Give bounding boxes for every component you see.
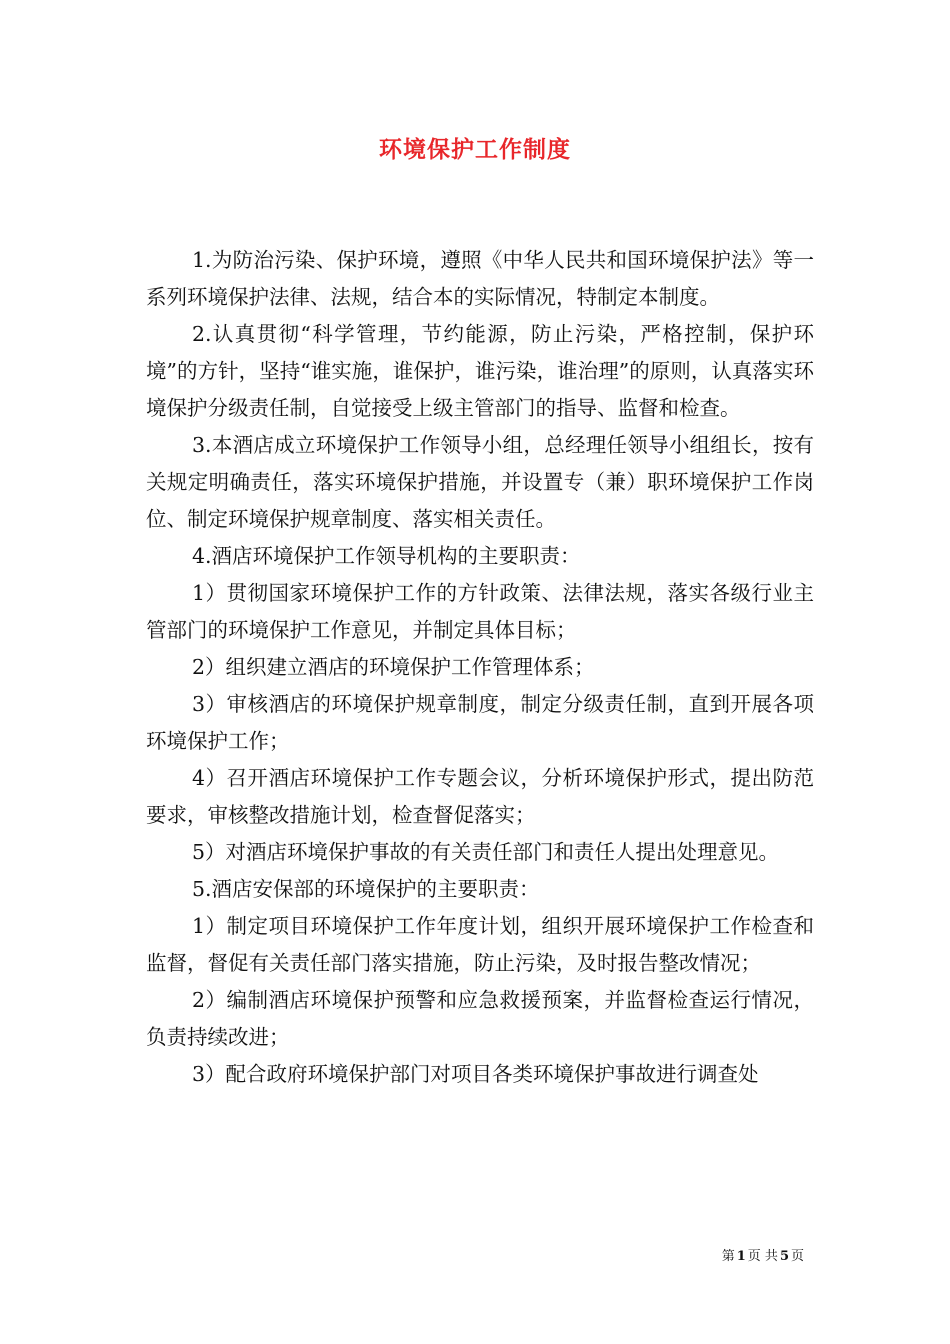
- footer-prefix: 第: [721, 1249, 735, 1264]
- document-body: [146, 242, 814, 1093]
- document-title: 环境保护工作制度: [379, 137, 571, 163]
- paragraph: 2）编制酒店环境保护预警和应急救援预案，并监督检查运行情况，负责持续改进；: [146, 988, 814, 1049]
- footer-suffix: 页: [790, 1249, 804, 1264]
- page-number-footer: [722, 1248, 804, 1266]
- paragraph: 2.认真贯彻“科学管理，节约能源，防止污染，严格控制，保护环境”的方针，坚持“谁实施，谁保护，谁污染，谁治理”的原则，认真落实环境保护分级责任制，自觉接受上级主管部门的指导、监督和检查。: [146, 322, 814, 420]
- paragraph: 5.酒店安保部的环境保护的主要职责：: [192, 877, 540, 901]
- paragraph: 3.本酒店成立环境保护工作领导小组，总经理任领导小组组长，按有关规定明确责任，落实环境保护措施，并设置专（兼）职环境保护工作岗位、制定环境保护规章制度、落实相关责任。: [146, 433, 814, 531]
- paragraph: 1）制定项目环境保护工作年度计划，组织开展环境保护工作检查和监督，督促有关责任部门落实措施，防止污染，及时报告整改情况；: [146, 914, 814, 975]
- paragraph: 1.为防治污染、保护环境，遵照《中华人民共和国环境保护法》等一系列环境保护法律、法规，结合本的实际情况，特制定本制度。: [146, 248, 814, 309]
- paragraph: 2）组织建立酒店的环境保护工作管理体系；: [192, 655, 595, 679]
- paragraph: 4）召开酒店环境保护工作专题会议，分析环境保护形式，提出防范要求，审核整改措施计划，检查督促落实；: [146, 766, 814, 827]
- total-pages-number: 5: [779, 1249, 789, 1264]
- footer-middle: 页 共: [747, 1249, 778, 1264]
- paragraph: 4.酒店环境保护工作领导机构的主要职责：: [192, 544, 581, 568]
- paragraph: 5）对酒店环境保护事故的有关责任部门和责任人提出处理意见。: [192, 840, 780, 864]
- current-page-number: 1: [736, 1249, 746, 1264]
- paragraph: 3）配合政府环境保护部门对项目各类环境保护事故进行调查处: [192, 1062, 759, 1086]
- paragraph: 3）审核酒店的环境保护规章制度，制定分级责任制，直到开展各项环境保护工作；: [146, 692, 814, 753]
- paragraph: 1）贯彻国家环境保护工作的方针政策、法律法规，落实各级行业主管部门的环境保护工作意见，并制定具体目标；: [146, 581, 814, 642]
